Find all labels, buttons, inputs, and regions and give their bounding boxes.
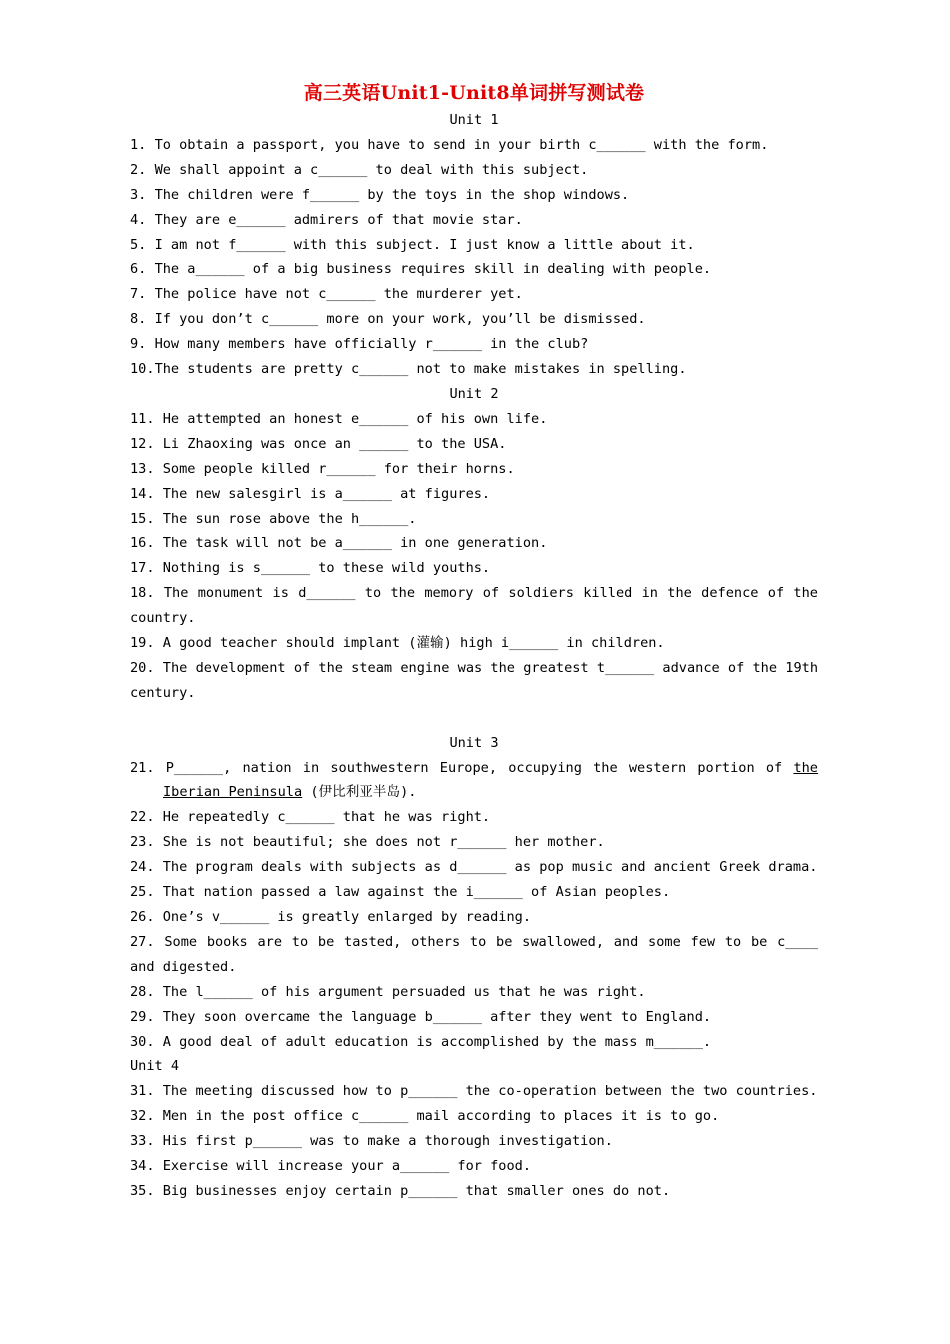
- question-19: [130, 631, 818, 656]
- question-17: [130, 556, 818, 581]
- unit-2-heading: Unit 2: [449, 385, 499, 402]
- question-6: [130, 257, 818, 282]
- question-text: That nation passed a law against the i______ of Asian peoples.: [162, 884, 671, 901]
- unit-4-heading: Unit 4: [130, 1058, 180, 1075]
- question-15: [130, 507, 818, 532]
- question-16: [130, 531, 818, 556]
- question-7: [130, 282, 818, 307]
- question-10: [130, 357, 818, 382]
- question-text: To obtain a passport, you have to send in your birth c______ with the form.: [154, 136, 769, 153]
- question-text: The sun rose above the h______.: [162, 510, 417, 527]
- question-28: [130, 980, 818, 1005]
- question-18: [130, 581, 818, 631]
- question-number: 3.: [130, 186, 147, 203]
- question-text: I am not f______ with this subject. I just know a little about it.: [154, 236, 695, 253]
- question-20: [130, 656, 818, 706]
- unit-1-heading: Unit 1: [449, 112, 499, 128]
- question-number: 4.: [130, 211, 147, 228]
- question-text: He repeatedly c______ that he was right.: [162, 809, 491, 826]
- question-26: [130, 905, 818, 930]
- question-text: The students are pretty c______ not to make mistakes in spelling.: [154, 361, 687, 378]
- question-9: [130, 332, 818, 357]
- question-number: 34.: [130, 1158, 155, 1175]
- question-text: Some books are to be tasted, others to be swallowed, and some few to be c____ and digested.: [130, 933, 819, 975]
- question-text: Li Zhaoxing was once an ______ to the USA.: [162, 435, 507, 452]
- question-27: [130, 930, 818, 980]
- question-23: [130, 830, 818, 855]
- question-29: [130, 1005, 818, 1030]
- question-number: 18.: [130, 585, 155, 602]
- question-text: The program deals with subjects as d______ as pop music and ancient Greek drama.: [162, 859, 818, 876]
- question-number: 15.: [130, 510, 155, 527]
- question-number: 16.: [130, 535, 155, 552]
- question-5: [130, 233, 818, 258]
- question-text: The development of the steam engine was the greatest t______ advance of the 19th century.: [130, 659, 819, 701]
- question-text: They soon overcame the language b______ after they went to England.: [162, 1008, 712, 1025]
- question-number: 13.: [130, 460, 155, 477]
- question-number: 8.: [130, 311, 147, 328]
- question-text: The l______ of his argument persuaded us that he was right.: [162, 983, 646, 1000]
- question-22: [130, 805, 818, 830]
- question-number: 6.: [130, 261, 147, 278]
- question-3: [130, 183, 818, 208]
- question-number: 20.: [130, 659, 155, 676]
- question-number: 9.: [130, 336, 147, 353]
- question-number: 28.: [130, 983, 155, 1000]
- question-text: He attempted an honest e______ of his own life.: [162, 410, 548, 427]
- question-30: [130, 1030, 818, 1055]
- question-text: Big businesses enjoy certain p______ that smaller ones do not.: [162, 1182, 671, 1199]
- question-21: [130, 756, 818, 806]
- question-text: A good teacher should implant (灌输) high i______ in children.: [162, 635, 665, 652]
- question-31: [130, 1079, 818, 1104]
- question-text: They are e______ admirers of that movie star.: [154, 211, 523, 228]
- question-24: [130, 855, 818, 880]
- question-number: 26.: [130, 908, 155, 925]
- question-text: Exercise will increase your a______ for food.: [162, 1158, 532, 1175]
- question-number: 35.: [130, 1182, 155, 1199]
- question-number: 5.: [130, 236, 147, 253]
- question-text: She is not beautiful; she does not r______ her mother.: [162, 834, 605, 851]
- question-number: 1.: [130, 136, 147, 153]
- question-number: 30.: [130, 1033, 155, 1050]
- question-33: [130, 1129, 818, 1154]
- question-text-tail: (伊比利亚半岛).: [302, 784, 417, 801]
- question-number: 17.: [130, 560, 155, 577]
- question-number: 33.: [130, 1133, 155, 1150]
- question-number: 14.: [130, 485, 155, 502]
- question-number: 25.: [130, 884, 155, 901]
- question-text: Nothing is s______ to these wild youths.: [162, 560, 491, 577]
- question-number: 11.: [130, 410, 155, 427]
- question-text: The a______ of a big business requires skill in dealing with people.: [154, 261, 712, 278]
- question-text: Some people killed r______ for their horns.: [162, 460, 515, 477]
- question-text: The monument is d______ to the memory of soldiers killed in the defence of the country.: [130, 585, 818, 627]
- question-2: [130, 158, 818, 183]
- question-14: [130, 482, 818, 507]
- question-text: The children were f______ by the toys in the shop windows.: [154, 186, 630, 203]
- page-title: 高三英语Unit1-Unit8单词拼写测试卷: [303, 82, 645, 104]
- question-34: [130, 1154, 818, 1179]
- question-25: [130, 880, 818, 905]
- question-text: How many members have officially r______ in the club?: [154, 336, 589, 353]
- question-32: [130, 1104, 818, 1129]
- question-12: [130, 432, 818, 457]
- question-number: 31.: [130, 1083, 155, 1100]
- question-number: 12.: [130, 435, 155, 452]
- underlined-term: the Iberian Peninsula: [163, 759, 818, 801]
- question-number: 22.: [130, 809, 155, 826]
- question-number: 21.: [130, 759, 155, 776]
- question-number: 29.: [130, 1008, 155, 1025]
- question-number: 10.: [130, 361, 155, 378]
- blank-line: [130, 706, 818, 731]
- question-number: 32.: [130, 1108, 155, 1125]
- question-text: If you don’t c______ more on your work, you’ll be dismissed.: [154, 311, 646, 328]
- question-text: We shall appoint a c______ to deal with this subject.: [154, 161, 589, 178]
- question-text: His first p______ was to make a thorough investigation.: [162, 1133, 613, 1150]
- question-number: 24.: [130, 859, 155, 876]
- question-text: One’s v______ is greatly enlarged by reading.: [162, 908, 532, 925]
- exam-page: [130, 78, 818, 1204]
- question-number: 19.: [130, 635, 155, 652]
- question-4: [130, 208, 818, 233]
- question-11: [130, 407, 818, 432]
- question-text: Men in the post office c______ mail according to places it is to go.: [162, 1108, 720, 1125]
- question-text: The meeting discussed how to p______ the co-operation between the two countries.: [162, 1083, 818, 1100]
- question-text: A good deal of adult education is accomplished by the mass m______.: [162, 1033, 712, 1050]
- question-number: 27.: [130, 933, 155, 950]
- unit-3-heading: Unit 3: [449, 734, 499, 751]
- question-8: [130, 307, 818, 332]
- question-1: [130, 133, 818, 158]
- question-text: The new salesgirl is a______ at figures.: [162, 485, 491, 502]
- question-13: [130, 457, 818, 482]
- question-text: The task will not be a______ in one generation.: [162, 535, 548, 552]
- question-35: [130, 1179, 818, 1204]
- question-text: P______, nation in southwestern Europe, occupying the western portion of: [165, 759, 794, 776]
- question-number: 2.: [130, 161, 147, 178]
- question-number: 7.: [130, 286, 147, 303]
- question-text: The police have not c______ the murderer yet.: [154, 286, 523, 303]
- question-number: 23.: [130, 834, 155, 851]
